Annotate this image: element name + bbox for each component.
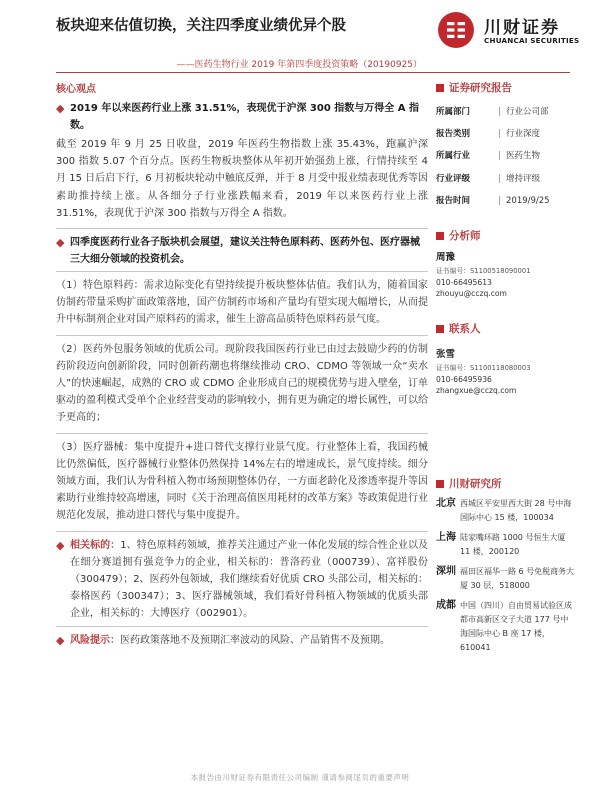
- contact-cert: 证书编号：S1100118080003: [436, 364, 531, 373]
- info-row: 报告类别 | 行业深度: [436, 129, 541, 140]
- header-rule: [56, 72, 570, 73]
- paragraph-market: 截至 2019 年 9 月 25 日收盘，2019 年医药生物指数上涨 35.43%，跑赢沪深 300 指数 5.07 个百分点。医药生物板块整体从年初开始强劲上涨，行情持续至 4 月 15 日后启下行，6 月初板块轮动中触底反弹，并于 8 月受中报业绩表现优秀等因素助推持续上涨。从各细分子行业涨跌幅来看，2019 年以来医药行业上涨 31.51%，表现优于沪深 300 指数与万得全 A 指数。: [56, 139, 428, 219]
- info-row: 报告时间 | 2019/9/25: [436, 195, 550, 206]
- paragraph-api: （1）特色原料药：需求边际变化有望持续提升板块整体估值。我们认为，随着国家仿制药带量采购扩面政策落地，国产仿制药市场和产量均有望实现大幅增长，从而提升中标制剂企业对国产原料药的需求，催生上游高品质特色原料药景气度。: [56, 280, 428, 326]
- square-bullet-icon: [436, 84, 444, 92]
- divider: [56, 531, 428, 532]
- sidebar: [436, 80, 576, 661]
- analyst-phone: 010-66495613: [436, 278, 492, 288]
- key-point-1-text: 2019 年以来医药行业上涨 31.51%，表现优于沪深 300 指数与万得全 A 指数。: [70, 103, 419, 131]
- address-item: 成都 中国（四川）自由贸易试验区成都市高新区交子大道 177 号中海国际中心 B 座 17 楼，610041: [436, 600, 572, 653]
- report-title: 板块迎来估值切换，关注四季度业绩优异个股: [56, 17, 346, 34]
- square-bullet-icon: [436, 325, 444, 333]
- contact-card: [436, 346, 576, 396]
- analyst-card: [436, 249, 576, 299]
- diamond-bullet-icon: ◆: [56, 538, 65, 552]
- contact-name: 张雪: [436, 349, 456, 361]
- paragraph-devices: （3）医疗器械：集中度提升+进口替代支撑行业景气度。行业整体上看，我国药械比仍然偏低，医疗器械行业整体仍然保持 14%左右的增速成长，景气度持续。细分领域方面，我们认为骨科植入物市场预期整体仍存，一方面老龄化及渗透率提升等因素助行业维持较高增速，同时《关于治理高值医用耗材的改革方案》等政策促进行业规范化发展，推动进口替代与集中度提升。: [56, 441, 428, 522]
- divider: [56, 271, 428, 272]
- diamond-bullet-icon: ◆: [56, 236, 65, 250]
- institute-heading: 川财研究所: [436, 476, 576, 491]
- divider: [56, 433, 428, 434]
- report-info-list: [436, 101, 576, 212]
- address-item: 上海 陆家嘴环路 1000 号恒生大厦 11 楼，200120: [436, 532, 566, 557]
- analyst-cert: 证书编号：S1100518090001: [436, 267, 531, 276]
- logo-text-en: CHUANCAI SECURITIES: [484, 36, 580, 45]
- square-bullet-icon: [436, 480, 444, 488]
- footer-disclaimer: 本报告由川财证券有限责任公司编制 谨请参阅尾页的重要声明: [190, 773, 410, 782]
- key-point-2: [56, 234, 428, 268]
- paragraph-cro: （2）医药外包服务领域的优质公司。现阶段我国医药行业已由过去鼓励少药的仿制药阶段迈向创新阶段，同时创新药潮也将继续推动 CRO、CDMO 等领域一众“卖水人”的快速崛起，成熟的 CRO 或 CDMO 企业形成自己的规模优势与进入壁垒，订单驱动的盈利模式受单个企业经营变动的影响较小，拥有更为确定的增长属性，可以给予更高的；: [56, 343, 428, 424]
- info-row: 所属行业 | 医药生物: [436, 151, 541, 162]
- contact-heading: 联系人: [436, 321, 576, 336]
- divider: [56, 335, 428, 336]
- section-title: 核心观点: [56, 84, 96, 95]
- report-info-heading: 证券研究报告: [436, 80, 576, 95]
- diamond-bullet-icon: ◆: [56, 102, 65, 115]
- logo-text-cn: 川财证券: [484, 18, 560, 38]
- address-list: [436, 497, 576, 655]
- analyst-heading: 分析师: [436, 228, 576, 243]
- related-label: 相关标的：: [70, 539, 121, 551]
- risk-warning: [56, 632, 428, 649]
- info-row: 行业评级 | 增持评级: [436, 173, 541, 184]
- contact-phone: 010-66495936: [436, 375, 492, 385]
- address-item: 深圳 福田区福华一路 6 号免税商务大厦 30 层，518000: [436, 566, 575, 591]
- info-row: 所属部门 | 行业公司部: [436, 107, 549, 117]
- contact-email[interactable]: zhangxue@cczq.com: [436, 386, 517, 396]
- divider: [56, 626, 428, 627]
- report-subtitle: ——医药生物行业 2019 年第四季度投资策略（20190925）: [176, 60, 422, 70]
- analyst-email[interactable]: zhouyu@cczq.com: [436, 289, 507, 299]
- related-text: 1、特色原料药领域，推荐关注通过产业一体化发展的综合性企业以及在细分赛道拥有强竞争力的企业，相关标的：普洛药业（000739）、富祥股份（300479）；2、医药外包领域，我们继续看好优质 CRO 头部公司，相关标的：泰格医药（300347）；3、医疗器械领域，我们看好骨科植入物领域的优质头部企业，相关标的：大博医疗（002901）。: [70, 539, 428, 620]
- key-point-1: [56, 100, 428, 134]
- main-column: [56, 80, 428, 651]
- divider: [56, 228, 428, 229]
- analyst-name: 周豫: [436, 252, 456, 264]
- risk-text: 医药政策落地不及预期汇率波动的风险、产品销售不及预期。: [120, 634, 390, 646]
- company-logo: [438, 12, 588, 50]
- logo-mark-icon: [438, 12, 474, 48]
- related-stocks: [56, 537, 428, 623]
- square-bullet-icon: [436, 232, 444, 240]
- key-point-2-text: 四季度医药行业各子版块机会展望，建议关注特色原料药、医药外包、医疗器械三大细分领域的投资机会。: [70, 237, 420, 266]
- risk-label: 风险提示：: [70, 634, 120, 646]
- address-item: 北京 西城区平安里西大街 28 号中海国际中心 15 楼，100034: [436, 498, 572, 523]
- diamond-bullet-icon: ◆: [56, 633, 65, 647]
